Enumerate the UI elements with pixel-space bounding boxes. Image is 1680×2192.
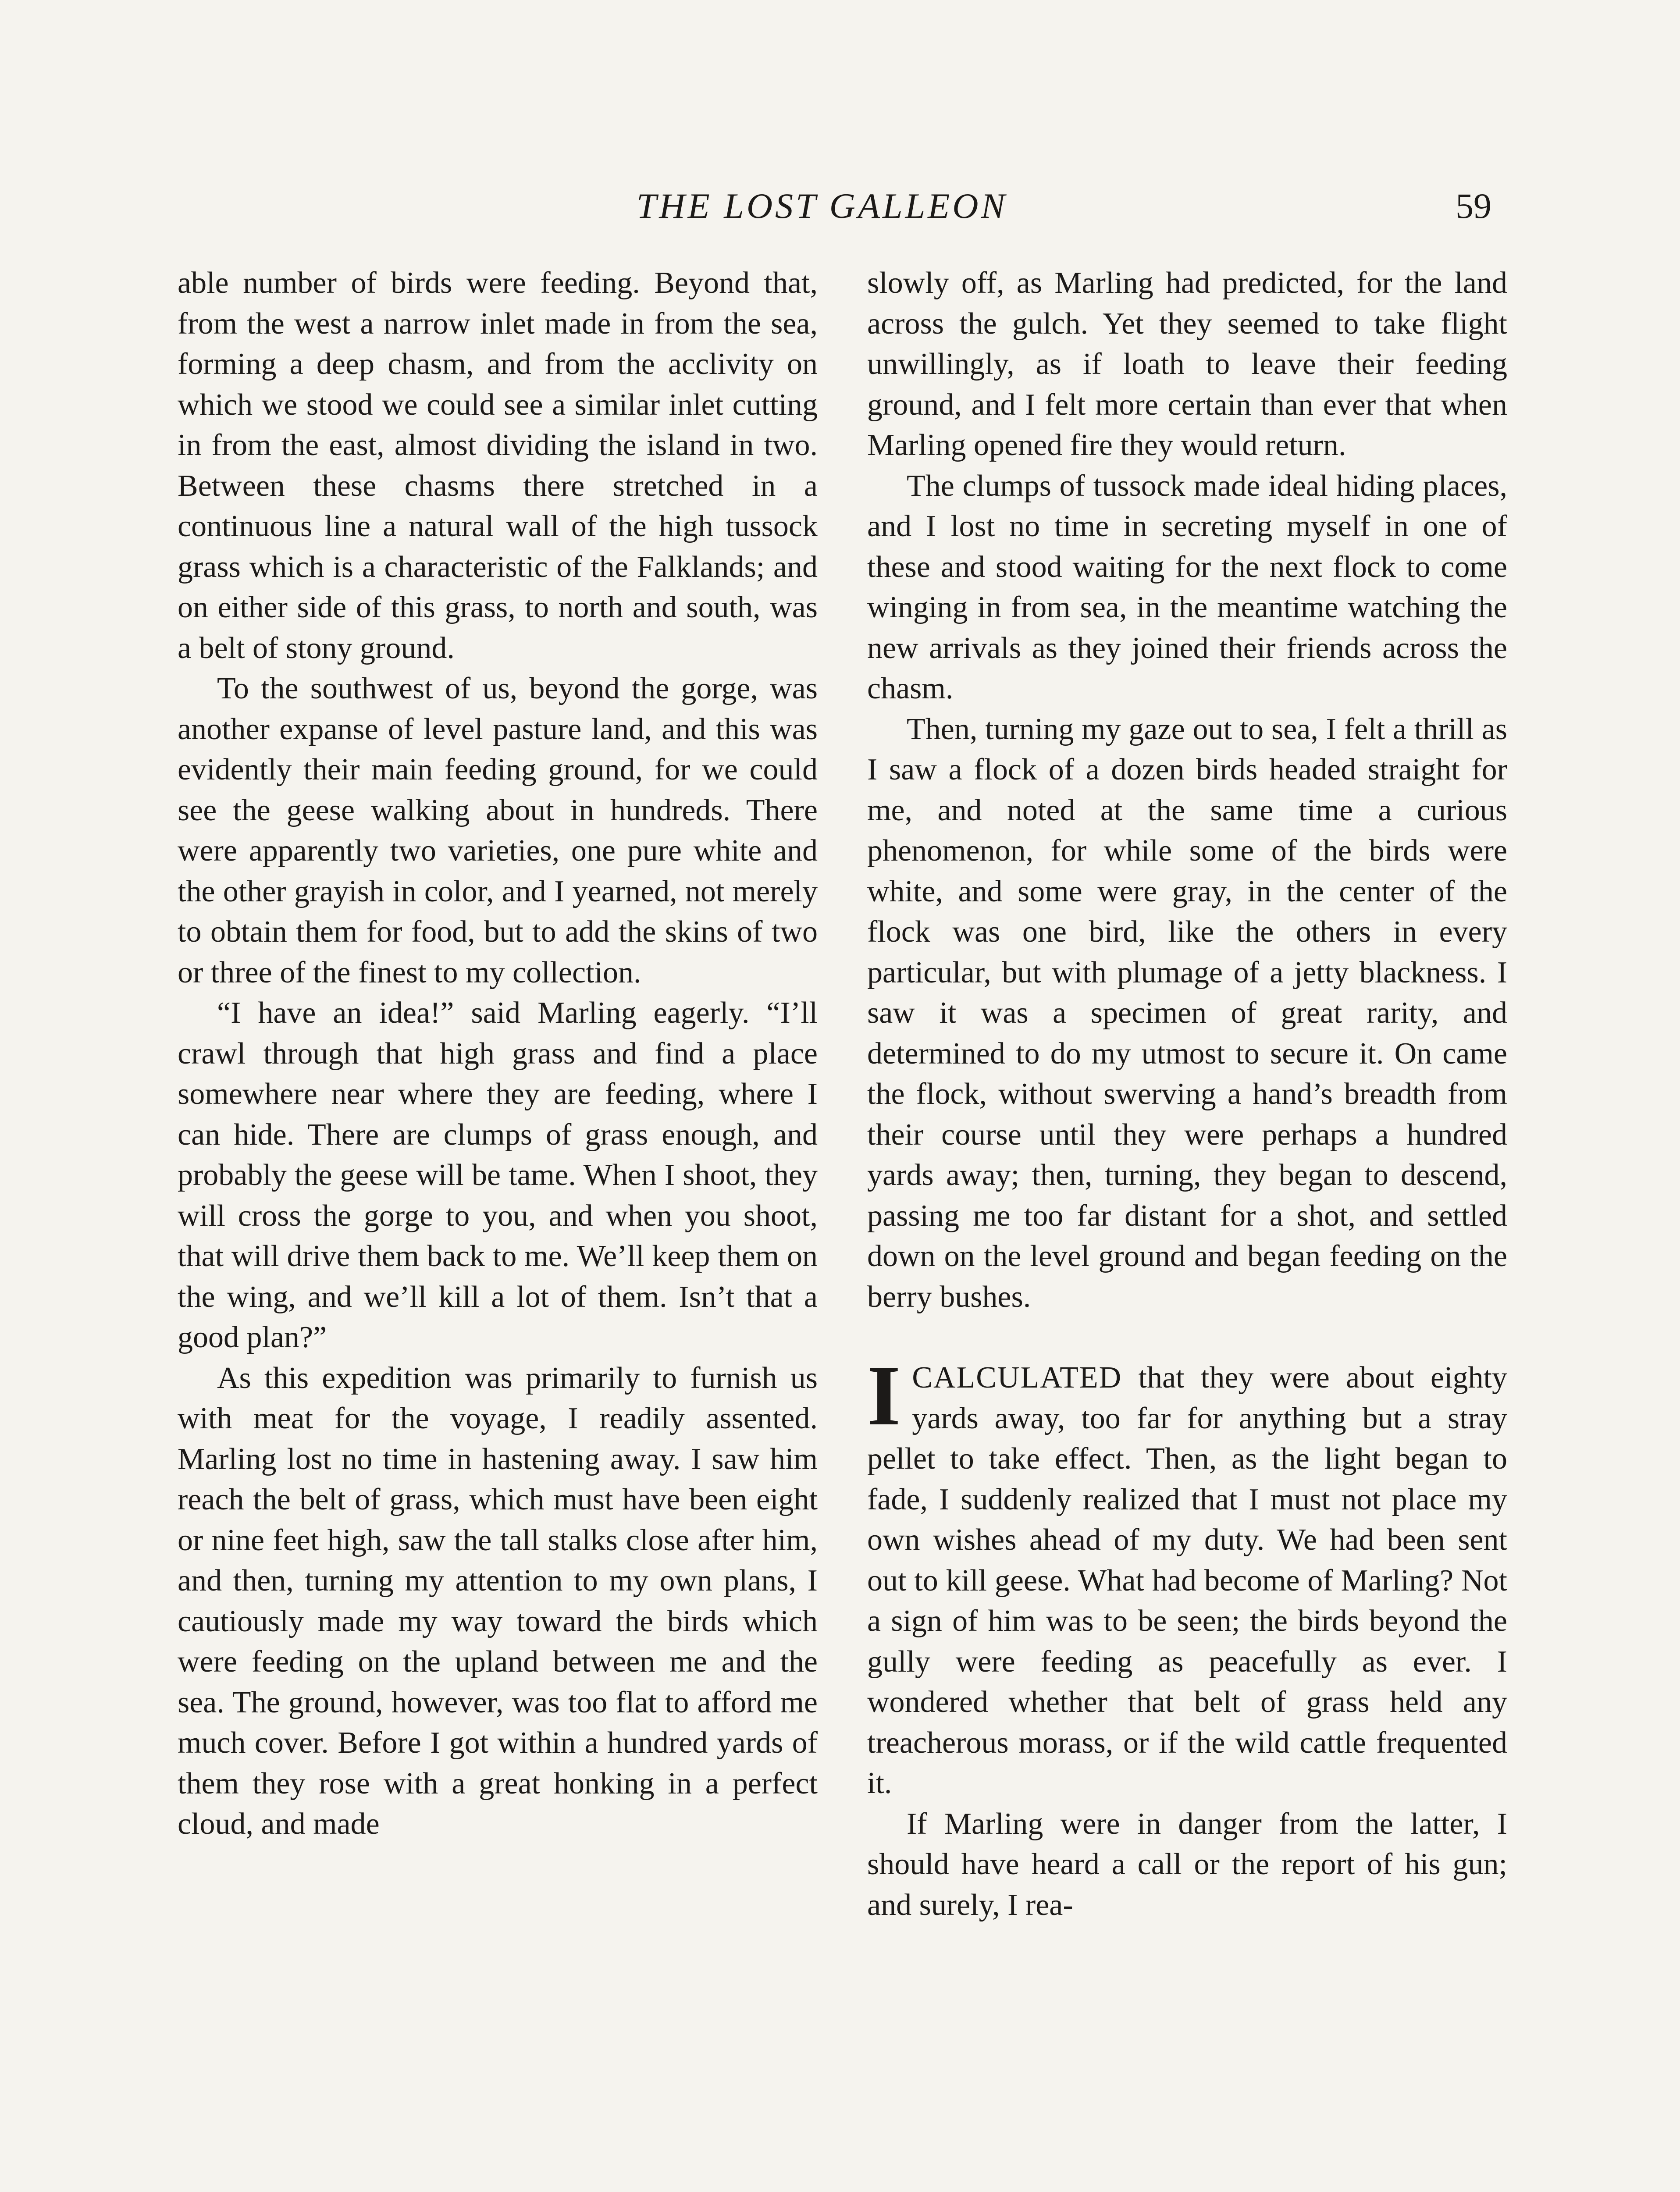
running-title: THE LOST GALLEON <box>636 186 1008 226</box>
paragraph: able number of birds were feeding. Beyond that, from the west a narrow inlet made in from the sea, forming a deep chasm, and from the acclivity on which we stood we could see a similar inlet cutting in from the east, almost dividing the island in two. Between these chasms there stretched in a continuous line a natural wall of the high tussock grass which is a characteristic of the Falklands; and on either side of this grass, to north and south, was a belt of stony ground. <box>178 266 818 665</box>
paragraph: As this expedition was primarily to furnish us with meat for the voyage, I readily assented. Marling lost no time in hastening away. I saw him reach the belt of grass, which must have been eight or nine feet high, saw the tall stalks close after him, and then, turning my attention to my own plans, I cautiously made my way toward the birds which were feeding on the upland between me and the sea. The ground, however, was too flat to afford me much cover. Before I got within a hundred yards of them they rose with a great honking in a perfect cloud, and made <box>178 1361 818 1841</box>
left-column <box>178 263 818 1845</box>
paragraph: To the southwest of us, beyond the gorge, was another expanse of level pasture land, and this was evidently their main feeding ground, for we could see the geese walking about in hundreds. There were apparently two varieties, one pure white and the other grayish in color, and I yearned, not merely to obtain them for food, but to add the skins of two or three of the finest to my collection. <box>178 672 818 989</box>
section-text: that they were about eighty yards away, too far for anything but a stray pellet to take effect. Then, as the light began to fade, I suddenly realized that I must not place my own wishes ahead of my duty. We had been sent out to kill geese. What had become of Marling? Not a sign of him was to be seen; the birds beyond the gully were feeding as peacefully as ever. I wondered whether that belt of grass held any treacherous morass, or if the wild cattle frequented it. <box>867 1361 1507 1800</box>
paragraph: Then, turning my gaze out to sea, I felt a thrill as I saw a flock of a dozen birds headed straight for me, and noted at the same time a curious phenomenon, for while some of the birds were white, and some were gray, in the center of the flock was one bird, like the others in every particular, but with plumage of a jetty blackness. I saw it was a specimen of great rarity, and determined to do my utmost to secure it. On came the flock, without swerving a hand’s breadth from their course until they were perhaps a hundred yards away; then, turning, they began to descend, passing me too far distant for a shot, and settled down on the level ground and began feeding on the berry bushes. <box>867 712 1507 1314</box>
page-number: 59 <box>1456 186 1491 226</box>
paragraph: “I have an idea!” said Marling eagerly. “I’ll crawl through that high grass and find a place somewhere near where they are feeding, where I can hide. There are clumps of grass enough, and probably the geese will be tame. When I shoot, they will cross the gorge to you, and when you shoot, that will drive them back to me. We’ll keep them on the wing, and we’ll kill a lot of them. Isn’t that a good plan?” <box>178 996 818 1354</box>
paragraph: If Marling were in danger from the latter, I should have heard a call or the report of his gun; and surely, I rea- <box>867 1807 1507 1922</box>
paragraph: The clumps of tussock made ideal hiding places, and I lost no time in secreting myself in one of these and stood waiting for the next flock to come winging in from sea, in the meantime watching the new arrivals as they joined their friends across the chasm. <box>867 469 1507 705</box>
drop-cap: I <box>867 1348 901 1443</box>
page-header <box>0 180 1680 232</box>
lead-word: CALCULATED <box>912 1361 1122 1395</box>
paragraph: slowly off, as Marling had predicted, for the land across the gulch. Yet they seemed to take flight unwillingly, as if loath to leave their feeding ground, and I felt more certain than ever that when Marling opened fire they would return. <box>867 266 1507 462</box>
right-column <box>867 263 1507 1925</box>
section-paragraph <box>867 1348 1507 1804</box>
